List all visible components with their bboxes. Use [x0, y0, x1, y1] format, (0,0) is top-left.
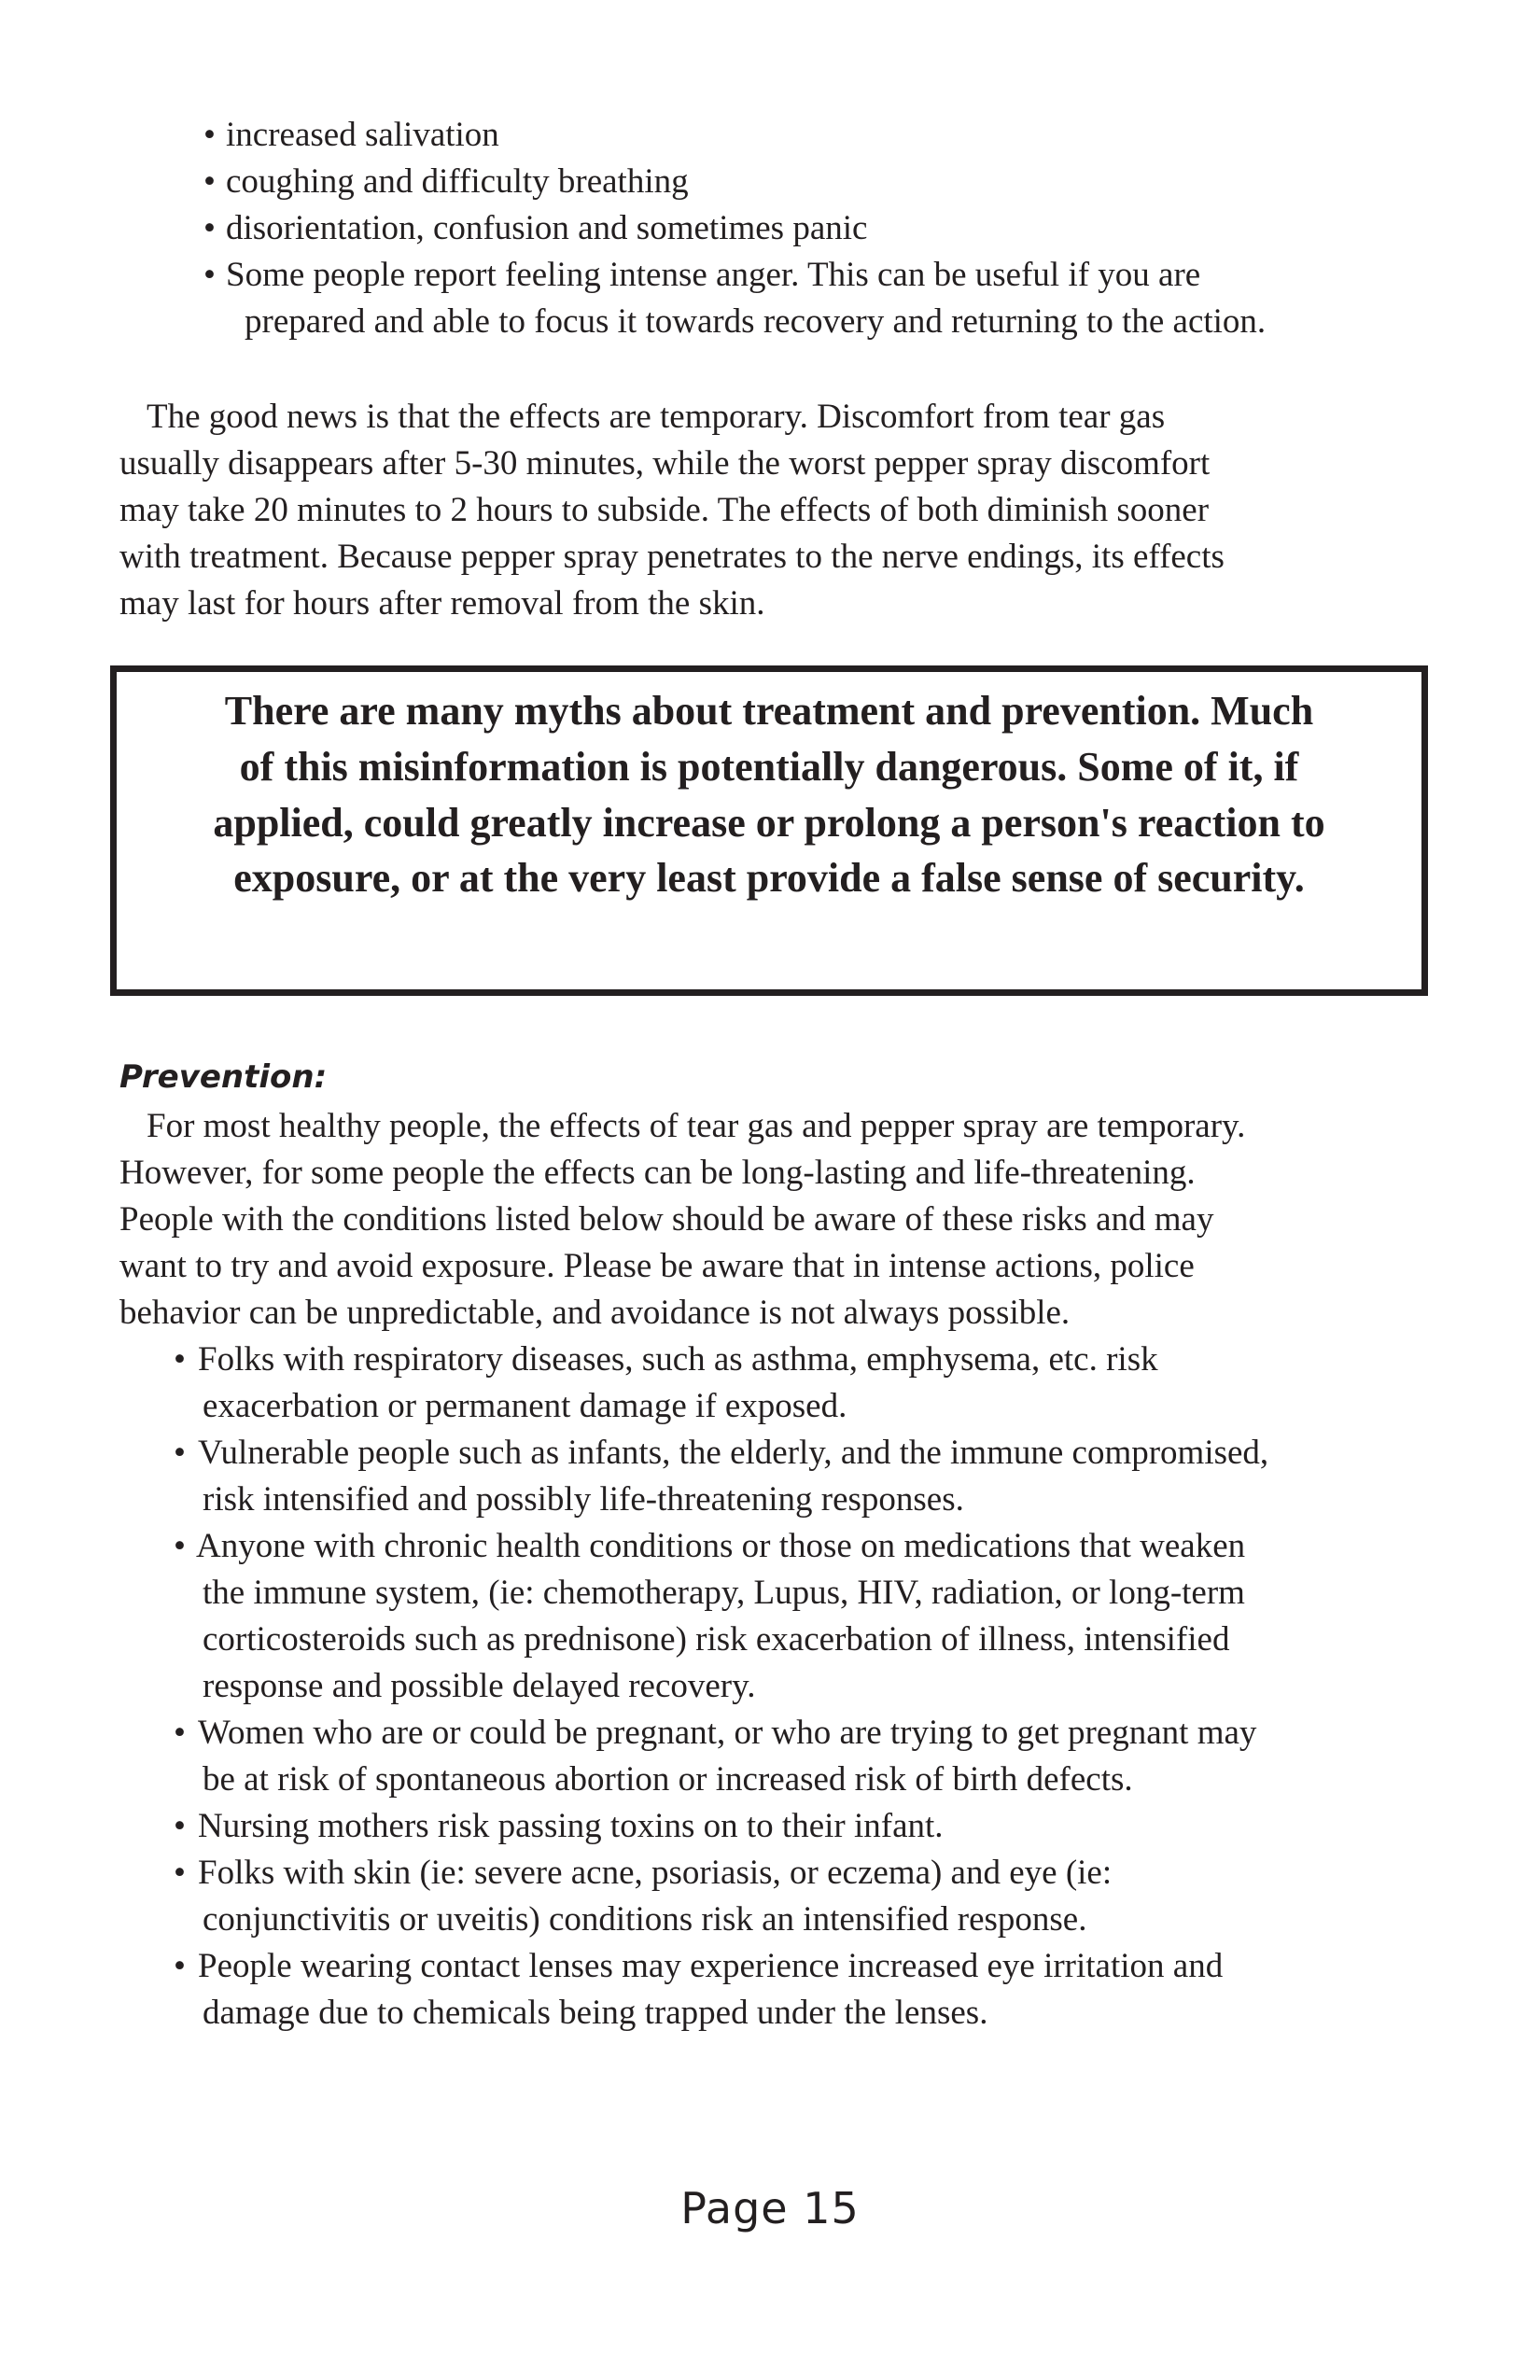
paragraph-line: behavior can be unpredictable, and avoidance is not always possible.: [119, 1294, 1071, 1332]
risk-item-continuation: corticosteroids such as prednisone) risk exacerbation of illness, intensified: [203, 1620, 1230, 1659]
paragraph-line: The good news is that the effects are temporary. Discomfort from tear gas: [147, 398, 1166, 436]
bullet-icon: •: [203, 209, 216, 247]
risk-item-continuation: be at risk of spontaneous abortion or increased risk of birth defects.: [203, 1760, 1133, 1799]
risk-item-continuation: exacerbation or permanent damage if exposed.: [203, 1387, 847, 1425]
risk-item: People wearing contact lenses may experience increased eye irritation and: [198, 1947, 1224, 1985]
risk-item: Folks with respiratory diseases, such as asthma, emphysema, etc. risk: [198, 1340, 1158, 1379]
bullet-icon: •: [203, 116, 216, 154]
paragraph-line: However, for some people the effects can be long-lasting and life-threatening.: [119, 1154, 1196, 1192]
symptom-item: disorientation, confusion and sometimes panic: [226, 209, 868, 247]
bullet-icon: •: [174, 1714, 186, 1752]
risk-item-continuation: risk intensified and possibly life-threatening responses.: [203, 1480, 964, 1519]
symptom-item: coughing and difficulty breathing: [226, 162, 689, 201]
bullet-icon: •: [203, 256, 216, 294]
paragraph-line: with treatment. Because pepper spray penetrates to the nerve endings, its effects: [119, 538, 1225, 576]
bullet-icon: •: [174, 1854, 186, 1892]
bullet-icon: •: [174, 1340, 186, 1379]
paragraph-line: People with the conditions listed below should be aware of these risks and may: [119, 1200, 1214, 1239]
callout-line: of this misinformation is potentially dangerous. Some of it, if: [239, 744, 1299, 790]
risk-item-continuation: damage due to chemicals being trapped under the lenses.: [203, 1994, 988, 2032]
risk-item-continuation: conjunctivitis or uveitis) conditions risk an intensified response.: [203, 1900, 1087, 1939]
symptom-item: increased salivation: [226, 116, 499, 154]
callout-line: applied, could greatly increase or prolong a person's reaction to: [213, 800, 1325, 846]
bullet-icon: •: [174, 1434, 186, 1472]
paragraph-line: want to try and avoid exposure. Please be aware that in intense actions, police: [119, 1247, 1195, 1285]
risk-item: Nursing mothers risk passing toxins on to their infant.: [198, 1807, 944, 1845]
paragraph-line: usually disappears after 5-30 minutes, while the worst pepper spray discomfort: [119, 444, 1211, 483]
bullet-icon: •: [174, 1807, 186, 1845]
symptom-item: Some people report feeling intense anger. This can be useful if you are: [226, 256, 1201, 294]
callout-line: There are many myths about treatment and prevention. Much: [224, 688, 1314, 734]
warning-callout-box: [110, 665, 1428, 996]
risk-item-continuation: response and possible delayed recovery.: [203, 1667, 756, 1705]
risk-item: Anyone with chronic health conditions or those on medications that weaken: [196, 1527, 1246, 1565]
paragraph-line: may take 20 minutes to 2 hours to subside. The effects of both diminish sooner: [119, 491, 1210, 529]
bullet-icon: •: [203, 162, 216, 201]
prevention-heading: Prevention:: [119, 1058, 328, 1096]
risk-item: Vulnerable people such as infants, the elderly, and the immune compromised,: [198, 1434, 1269, 1472]
risk-item-continuation: the immune system, (ie: chemotherapy, Lupus, HIV, radiation, or long-term: [203, 1574, 1245, 1612]
bullet-icon: •: [174, 1947, 186, 1985]
page-number: Page 15: [680, 2183, 860, 2233]
risk-item: Folks with skin (ie: severe acne, psoriasis, or eczema) and eye (ie:: [198, 1854, 1113, 1892]
paragraph-line: may last for hours after removal from the skin.: [119, 584, 765, 623]
risk-item: Women who are or could be pregnant, or who are trying to get pregnant may: [198, 1714, 1257, 1752]
callout-line: exposure, or at the very least provide a false sense of security.: [233, 855, 1305, 901]
paragraph-line: For most healthy people, the effects of tear gas and pepper spray are temporary.: [147, 1107, 1246, 1145]
bullet-icon: •: [174, 1527, 186, 1565]
symptom-item-continuation: prepared and able to focus it towards recovery and returning to the action.: [245, 302, 1267, 341]
